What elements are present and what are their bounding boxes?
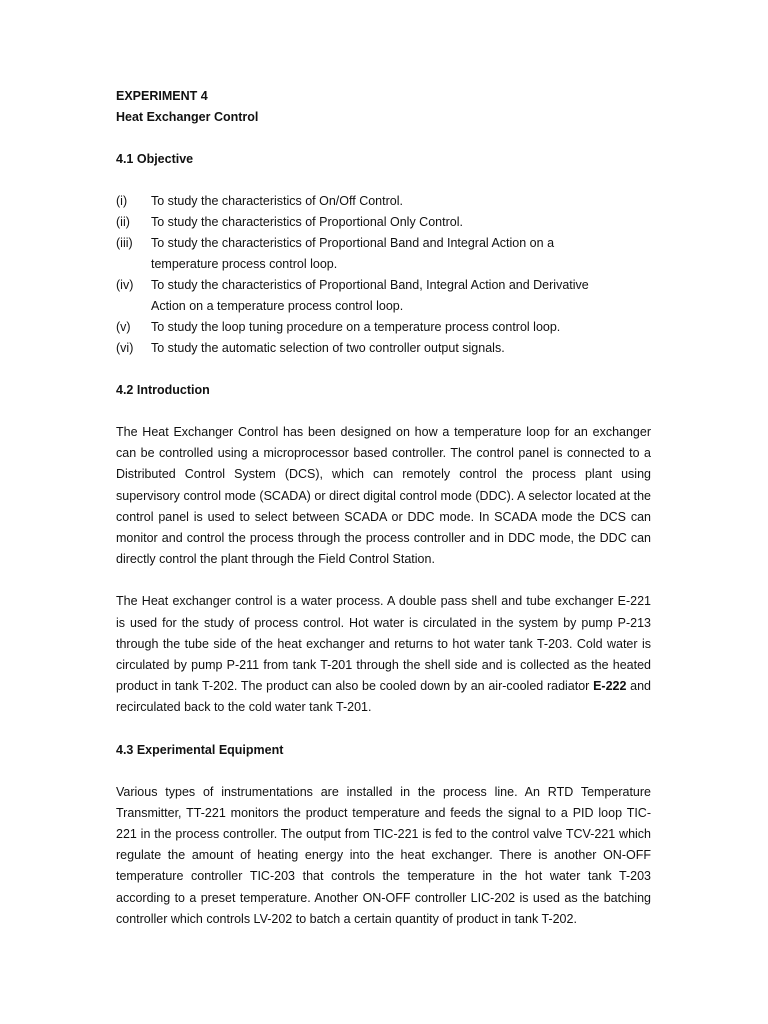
list-item	[116, 191, 651, 212]
list-item-text: To study the characteristics of Proportional Band and Integral Action on a temperature process control loop.	[151, 236, 555, 271]
list-item	[116, 338, 651, 359]
introduction-paragraph-2	[116, 591, 651, 718]
list-item-text: To study the characteristics of On/Off Control.	[151, 194, 403, 208]
list-item-number: (iv)	[116, 278, 134, 292]
list-item-number: (ii)	[116, 215, 130, 229]
list-item-number: (vi)	[116, 341, 134, 355]
document-title: Heat Exchanger Control	[116, 110, 259, 124]
paragraph-text: The Heat exchanger control is a water process. A double pass shell and tube exchanger E-221 is used for the study of process control. Hot water is circulated in the system by pump P-213 through the tube side of the heat exchanger and returns to hot water tank T-203. Cold water is circulated by pump P-211 from tank T-201 through the shell side and is collected as the heated product in tank T-202. The product can also be cooled down by an air-cooled radiator	[116, 594, 651, 694]
list-item	[116, 317, 651, 338]
list-item-text: To study the automatic selection of two controller output signals.	[151, 341, 505, 355]
paragraph-text: and recirculated back to the cold water tank T-201.	[116, 679, 651, 715]
radiator-tag: E-222	[593, 679, 627, 694]
objective-heading: 4.1 Objective	[116, 152, 194, 166]
list-item-text: To study the characteristics of Proportional Band, Integral Action and Derivative Action on a temperature process control loop.	[151, 278, 589, 313]
introduction-paragraph-1: The Heat Exchanger Control has been designed on how a temperature loop for an exchanger can be controlled using a microprocessor based controller. The control panel is connected to a Distributed Control System (DCS), which can remotely control the process plant using supervisory control mode (SCADA) or direct digital control mode (DDC). A selector located at the control panel is used to select between SCADA or DDC mode. In SCADA mode the DCS can monitor and control the process through the process controller and in DDC mode, the DDC can directly control the plant through the Field Control Station.	[116, 425, 651, 567]
list-item	[116, 275, 651, 317]
experiment-number: EXPERIMENT 4	[116, 89, 208, 103]
objective-list	[116, 191, 651, 359]
list-item-text: To study the loop tuning procedure on a temperature process control loop.	[151, 320, 561, 334]
list-item-text: To study the characteristics of Proportional Only Control.	[151, 215, 463, 229]
list-item-number: (v)	[116, 320, 131, 334]
list-item-number: (iii)	[116, 236, 133, 250]
list-item	[116, 212, 651, 233]
equipment-heading: 4.3 Experimental Equipment	[116, 742, 284, 757]
list-item-number: (i)	[116, 194, 128, 208]
equipment-paragraph-1: Various types of instrumentations are installed in the process line. An RTD Temperature Transmitter, TT-221 monitors the product temperature and feeds the signal to a PID loop TIC-221 in the process controller. The output from TIC-221 is fed to the control valve TCV-221 which regulate the amount of heating energy into the heat exchanger. There is another ON-OFF temperature controller TIC-203 that controls the temperature in the hot water tank T-203 according to a preset temperature. Another ON-OFF controller LIC-202 is used as the batching controller which controls LV-202 to batch a certain quantity of product in tank T-202.	[116, 784, 651, 926]
list-item	[116, 233, 651, 275]
introduction-heading: 4.2 Introduction	[116, 383, 210, 397]
